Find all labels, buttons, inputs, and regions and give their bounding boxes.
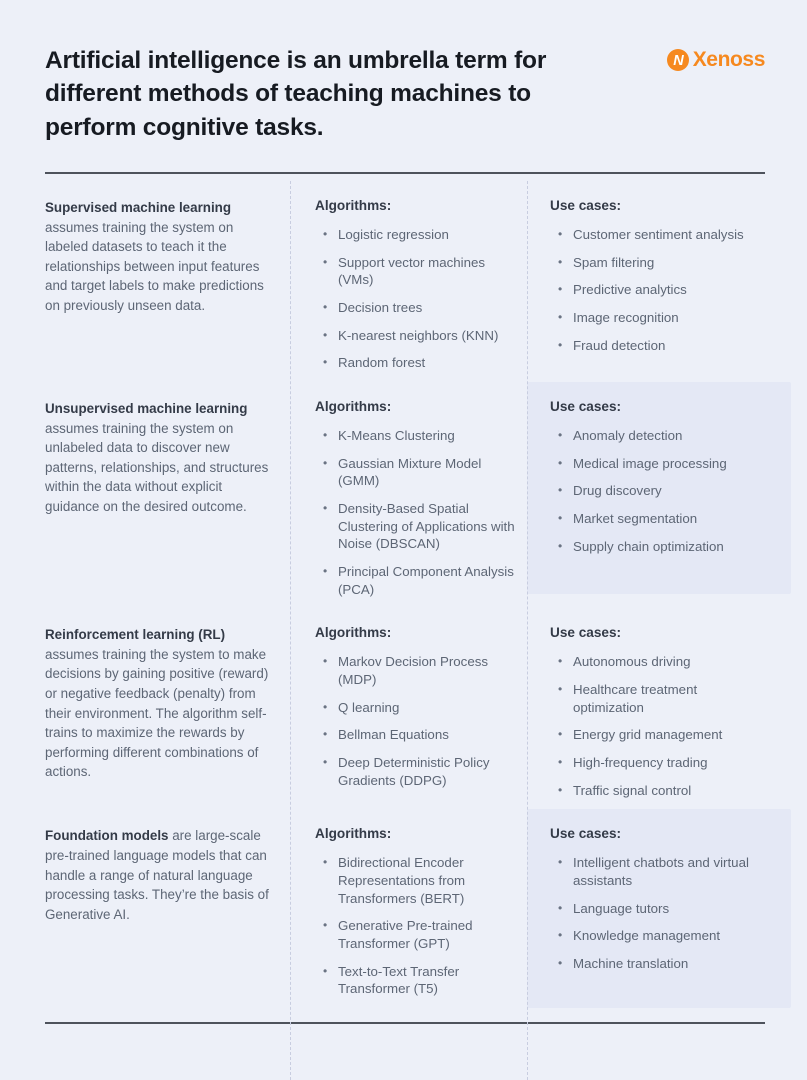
algorithm-item-label: Bellman Equations <box>338 727 449 743</box>
use-case-item-label: Predictive analytics <box>573 282 687 298</box>
bullet-dot: • <box>558 956 563 971</box>
use-case-item-label: Intelligent chatbots and virtual assistants <box>573 855 749 889</box>
algorithms-heading: Algorithms: <box>315 826 392 842</box>
method-description-text: are large-scale pre-trained language models that can handle a range of natural language processing tasks. They’re the basis of Generative AI. <box>45 828 269 922</box>
bullet-dot: • <box>323 918 328 933</box>
bullet-dot: • <box>323 855 328 870</box>
use-case-item-label: Customer sentiment analysis <box>573 226 744 242</box>
column-divider-2 <box>527 181 528 1080</box>
bullet-dot: • <box>323 564 328 578</box>
use-case-item <box>558 754 759 772</box>
use-case-item <box>558 254 759 272</box>
method-description <box>45 198 276 315</box>
use-case-item <box>558 653 759 671</box>
method-description <box>45 625 276 782</box>
algorithm-item <box>323 699 519 717</box>
algorithm-item-label: Bidirectional Encoder Representations from Transformers (BERT) <box>338 855 466 906</box>
algorithm-item-list <box>315 653 519 789</box>
algorithm-item-list <box>315 427 519 598</box>
use-cases-heading: Use cases: <box>550 398 622 414</box>
bullet-dot: • <box>558 900 563 915</box>
algorithms-cell <box>290 809 527 1022</box>
use-case-item-label: Market segmentation <box>573 510 698 526</box>
algorithm-item <box>323 754 519 789</box>
algorithm-item <box>323 726 519 744</box>
use-case-item <box>558 927 785 945</box>
bullet-dot: • <box>558 855 563 870</box>
bullet-dot: • <box>558 427 563 442</box>
use-case-item <box>558 337 759 355</box>
use-cases-cell <box>527 608 765 809</box>
algorithm-item-label: Q learning <box>338 699 400 715</box>
algorithm-item <box>323 500 519 553</box>
algorithm-item-label: Generative Pre-trained Transformer (GPT) <box>338 918 473 952</box>
bullet-dot: • <box>558 538 563 553</box>
algorithms-cell <box>290 608 527 809</box>
bullet-dot: • <box>323 699 328 714</box>
bullet-dot: • <box>323 755 328 770</box>
algorithm-item-label: Decision trees <box>338 299 423 315</box>
use-case-item-label: Healthcare treatment optimization <box>573 682 698 715</box>
bullet-dot: • <box>323 963 328 978</box>
method-description-text: assumes training the system on unlabeled data to discover new patterns, relationships, and structures within the data without explicit guidance on the desired outcome. <box>45 420 269 514</box>
method-row <box>45 181 765 382</box>
algorithm-item-list <box>315 854 519 998</box>
use-case-item <box>558 726 759 744</box>
algorithm-item <box>323 455 519 490</box>
use-case-item-list <box>550 854 785 972</box>
bullet-dot: • <box>323 327 328 342</box>
algorithm-item-label: K-Means Clustering <box>338 427 455 443</box>
method-rows <box>45 181 765 1022</box>
use-case-item-label: Traffic signal control <box>573 782 692 798</box>
bullet-dot: • <box>558 510 563 525</box>
column-divider-1 <box>290 181 291 1080</box>
use-case-item-list <box>550 226 759 354</box>
use-cases-cell <box>527 382 791 594</box>
algorithm-item <box>323 254 519 289</box>
algorithm-item <box>323 917 519 952</box>
bullet-dot: • <box>323 299 328 314</box>
use-case-item <box>558 482 785 500</box>
footer-spacer <box>45 1024 765 1080</box>
use-case-item <box>558 538 785 556</box>
bullet-dot: • <box>558 282 563 297</box>
algorithm-item <box>323 854 519 907</box>
bullet-dot: • <box>323 254 328 269</box>
use-case-item-list <box>550 427 785 555</box>
algorithm-item <box>323 427 519 445</box>
use-cases-cell <box>527 809 791 1008</box>
algorithm-item <box>323 563 519 598</box>
method-description-text: assumes training the system on labeled datasets to teach it the relationships between input features and target labels to make predictions on previously unseen data. <box>45 219 264 313</box>
algorithm-item-label: Text-to-Text Transfer Transformer (T5) <box>338 963 460 997</box>
use-cases-heading: Use cases: <box>550 826 622 842</box>
bullet-dot: • <box>323 427 328 442</box>
bullet-dot: • <box>558 928 563 943</box>
use-case-item-label: Autonomous driving <box>573 654 691 670</box>
method-description-text: assumes training the system to make decisions by gaining positive (reward) or negative feedback (penalty) from their environment. The algorithm self-trains to maximize the rewards by performing different combinations of actions. <box>45 646 269 780</box>
algorithms-cell <box>290 181 527 382</box>
bullet-dot: • <box>323 654 328 669</box>
use-case-item-label: Medical image processing <box>573 455 727 471</box>
method-term: Reinforcement learning (RL) <box>45 627 226 643</box>
bullet-dot: • <box>558 682 563 697</box>
method-description-cell <box>45 608 290 809</box>
use-case-item-label: Machine translation <box>573 956 689 972</box>
algorithm-item <box>323 299 519 317</box>
bullet-dot: • <box>558 254 563 269</box>
method-description-cell <box>45 382 290 608</box>
use-cases-heading: Use cases: <box>550 197 622 213</box>
use-case-item <box>558 427 785 445</box>
method-description <box>45 399 276 516</box>
bullet-dot: • <box>323 226 328 241</box>
method-description <box>45 826 276 924</box>
use-case-item-label: Fraud detection <box>573 337 666 353</box>
algorithm-item <box>323 963 519 998</box>
use-case-item-label: Anomaly detection <box>573 427 683 443</box>
use-case-item <box>558 455 785 473</box>
bullet-dot: • <box>558 782 563 797</box>
algorithm-item-label: Support vector machines (VMs) <box>338 254 486 288</box>
algorithm-item-label: Logistic regression <box>338 226 449 242</box>
use-case-item <box>558 510 785 528</box>
method-term: Unsupervised machine learning <box>45 400 248 416</box>
bullet-dot: • <box>323 355 328 370</box>
use-case-item-label: Energy grid management <box>573 727 723 743</box>
use-case-item <box>558 309 759 327</box>
use-case-item <box>558 854 785 889</box>
algorithm-item <box>323 327 519 345</box>
use-case-item-label: High-frequency trading <box>573 755 708 771</box>
xenoss-logo-icon <box>666 48 690 72</box>
page-title: Artificial intelligence is an umbrella term for different methods of teaching machines to perform cognitive tasks. <box>45 47 547 141</box>
bullet-dot: • <box>558 309 563 324</box>
bullet-dot: • <box>558 226 563 241</box>
use-cases-heading: Use cases: <box>550 625 622 641</box>
methods-table <box>45 174 765 1080</box>
bullet-dot: • <box>558 654 563 669</box>
use-case-item <box>558 226 759 244</box>
bullet-dot: • <box>323 455 328 470</box>
brand-logo <box>666 48 765 72</box>
bullet-dot: • <box>558 755 563 770</box>
use-case-item <box>558 681 759 716</box>
use-case-item-label: Supply chain optimization <box>573 538 724 554</box>
use-case-item-label: Spam filtering <box>573 254 655 270</box>
method-description-cell <box>45 181 290 382</box>
algorithm-item <box>323 354 519 372</box>
use-case-item-label: Drug discovery <box>573 483 662 499</box>
algorithms-cell <box>290 382 527 608</box>
use-cases-cell <box>527 181 765 382</box>
bullet-dot: • <box>558 455 563 470</box>
method-term: Supervised machine learning <box>45 199 232 215</box>
algorithm-item-label: K-nearest neighbors (KNN) <box>338 327 499 343</box>
bullet-dot: • <box>558 727 563 742</box>
algorithms-heading: Algorithms: <box>315 398 392 414</box>
bullet-dot: • <box>558 337 563 352</box>
use-case-item-label: Language tutors <box>573 900 670 916</box>
method-row <box>45 382 765 608</box>
method-row <box>45 809 765 1022</box>
algorithm-item-label: Principal Component Analysis (PCA) <box>338 564 514 597</box>
algorithm-item <box>323 653 519 688</box>
use-case-item <box>558 900 785 918</box>
use-case-item <box>558 281 759 299</box>
algorithms-heading: Algorithms: <box>315 625 392 641</box>
algorithm-item-label: Random forest <box>338 355 426 371</box>
method-description-cell <box>45 809 290 1022</box>
use-case-item-label: Knowledge management <box>573 928 721 944</box>
bullet-dot: • <box>323 727 328 742</box>
algorithm-item-label: Gaussian Mixture Model (GMM) <box>338 455 482 489</box>
algorithm-item-label: Markov Decision Process (MDP) <box>338 654 489 688</box>
use-case-item <box>558 955 785 973</box>
use-case-item-list <box>550 653 759 799</box>
svg-text:N: N <box>672 53 684 69</box>
brand-name: Xenoss <box>692 48 765 71</box>
use-case-item-label: Image recognition <box>573 309 679 325</box>
algorithms-heading: Algorithms: <box>315 197 392 213</box>
use-case-item <box>558 782 759 800</box>
algorithm-item-list <box>315 226 519 372</box>
bullet-dot: • <box>558 483 563 498</box>
algorithm-item-label: Deep Deterministic Policy Gradients (DDPG) <box>338 755 490 788</box>
method-term: Foundation models <box>45 828 169 844</box>
method-row <box>45 608 765 809</box>
bullet-dot: • <box>323 500 328 515</box>
algorithm-item-label: Density-Based Spatial Clustering of Applications with Noise (DBSCAN) <box>338 500 515 552</box>
algorithm-item <box>323 226 519 244</box>
header <box>45 0 765 144</box>
